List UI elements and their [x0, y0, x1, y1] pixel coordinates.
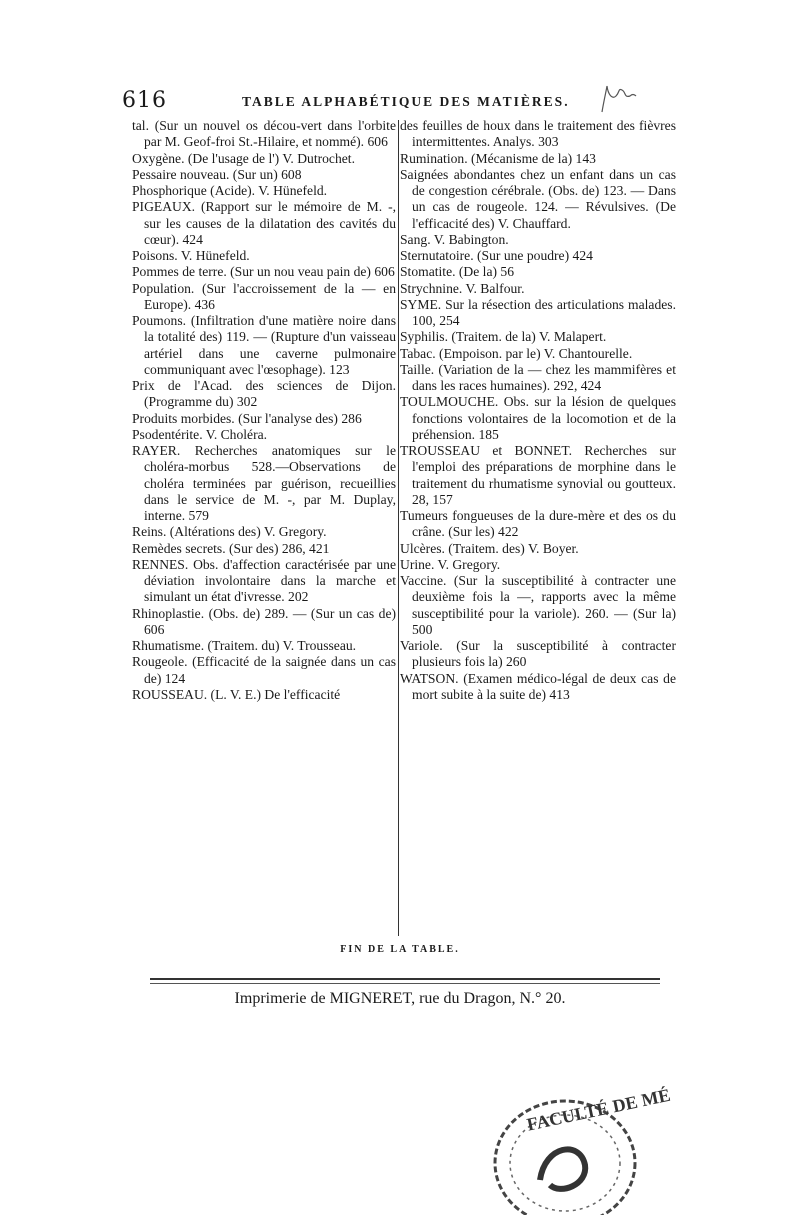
index-entry: Prix de l'Acad. des sciences de Dijon. (Programme du) 302	[132, 378, 396, 410]
index-entry: Oxygène. (De l'usage de l') V. Dutrochet.	[132, 150, 355, 166]
index-entry: Urine. V. Gregory.	[400, 556, 501, 572]
library-stamp-icon	[470, 1084, 673, 1215]
index-entry: Vaccine. (Sur la susceptibilité à contracter une deuxième fois la —, rapports avec la même susceptibilité pour la variole). 260. — (Sur la) 500	[400, 573, 676, 637]
index-entry: Rhumatisme. (Traitem. du) V. Trousseau.	[132, 638, 357, 653]
index-entry: TOULMOUCHE. Obs. sur la lésion de quelques fonctions volontaires de la locomotion et de la préhension. 185	[400, 394, 676, 442]
index-entry: Sternutatoire. (Sur une poudre) 424	[400, 248, 593, 263]
index-entry: Psodentérite. V. Choléra.	[132, 426, 268, 442]
index-entry: Tumeurs fongueuses de la dure-mère et des os du crâne. (Sur les) 422	[400, 508, 676, 540]
page-number: 616	[122, 88, 167, 113]
index-entry: Phosphorique (Acide). V. Hünefeld.	[132, 183, 328, 198]
footer-rule-thin	[150, 983, 660, 984]
index-entry: ROUSSEAU. (L. V. E.) De l'efficacité	[132, 686, 341, 702]
end-of-table-marker: FIN DE LA TABLE.	[340, 944, 460, 955]
index-entry: TROUSSEAU et BONNET. Recherches sur l'emploi des préparations de morphine dans le traitement du rhumatisme synovial ou goutteux. 28, 157	[400, 443, 676, 507]
index-entry: Syphilis. (Traitem. de la) V. Malapert.	[400, 329, 607, 345]
index-entry: Strychnine. V. Balfour.	[400, 280, 525, 296]
index-entry: SYME. Sur la résection des articulations malades. 100, 254	[400, 296, 676, 328]
index-entry: Rumination. (Mécanisme de la) 143	[400, 150, 596, 166]
handwritten-mark-icon	[598, 82, 638, 116]
left-column	[132, 118, 396, 703]
footer-rule	[150, 978, 660, 980]
right-column	[400, 118, 676, 703]
index-entry: Stomatite. (De la) 56	[400, 264, 515, 280]
index-entry: Pommes de terre. (Sur un nou veau pain de) 606	[132, 264, 395, 280]
index-entry: Population. (Sur l'accroissement de la — en Europe). 436	[132, 280, 396, 312]
index-entry: Ulcères. (Traitem. des) V. Boyer.	[400, 540, 579, 556]
index-entry: Remèdes secrets. (Sur des) 286, 421	[132, 540, 330, 556]
index-entry: Variole. (Sur la susceptibilité à contracter plusieurs fois la) 260	[400, 638, 676, 670]
index-entry: Tabac. (Empoison. par le) V. Chantourelle.	[400, 345, 633, 361]
index-entry: PIGEAUX. (Rapport sur le mémoire de M. -, sur les causes de la dilatation des cavités du cœur). 424	[132, 199, 396, 247]
index-entry: Produits morbides. (Sur l'analyse des) 286	[132, 410, 362, 426]
svg-text:FACULTÉ DE MÉ: FACULTÉ DE MÉ	[525, 1084, 673, 1135]
index-entry: Rougeole. (Efficacité de la saignée dans un cas de) 124	[132, 654, 396, 686]
index-entry: des feuilles de houx dans le traitement des fièvres intermittentes. Analys. 303	[400, 118, 676, 150]
index-entry: Pessaire nouveau. (Sur un) 608	[132, 166, 302, 182]
printer-imprint: Imprimerie de MIGNERET, rue du Dragon, N.° 20.	[234, 990, 566, 1007]
index-entry: tal. (Sur un nouvel os décou-vert dans l'orbite par M. Geof-froi St.-Hilaire, et nommé). 606	[132, 118, 396, 150]
index-entry: RENNES. Obs. d'affection caractérisée par une déviation involontaire dans la marche et simulant un état d'ivresse. 202	[132, 556, 396, 605]
index-entry: Sang. V. Babington.	[400, 231, 509, 247]
index-entry: Poumons. (Infiltration d'une matière noire dans la totalité des) 119. — (Rupture d'un vaisseau artériel dans une caverne pulmonaire communiquant avec l'œsophage). 123	[132, 313, 396, 377]
running-title: TABLE ALPHABÉTIQUE DES MATIÈRES.	[242, 94, 570, 109]
index-entry: Poisons. V. Hünefeld.	[132, 248, 250, 263]
column-divider	[398, 120, 399, 936]
index-entry: Saignées abondantes chez un enfant dans un cas de congestion cérébrale. (Obs. de) 123. — Dans un cas de rougeole. 124. — Révulsives. (De l'efficacité des) V. Chauffard.	[400, 166, 676, 231]
index-entry: Rhinoplastie. (Obs. de) 289. — (Sur un cas de) 606	[132, 605, 396, 637]
index-entry: RAYER. Recherches anatomiques sur le choléra-morbus 528.—Observations de choléra terminées par guérison, recueillies dans le service de M. -, par M. Duplay, interne. 579	[132, 443, 396, 523]
index-entry: Taille. (Variation de la — chez les mammifères et dans les races humaines). 292, 424	[400, 361, 676, 393]
index-entry: WATSON. (Examen médico-légal de deux cas de mort subite à la suite de) 413	[400, 670, 676, 702]
index-entry: Reins. (Altérations des) V. Gregory.	[132, 524, 327, 540]
